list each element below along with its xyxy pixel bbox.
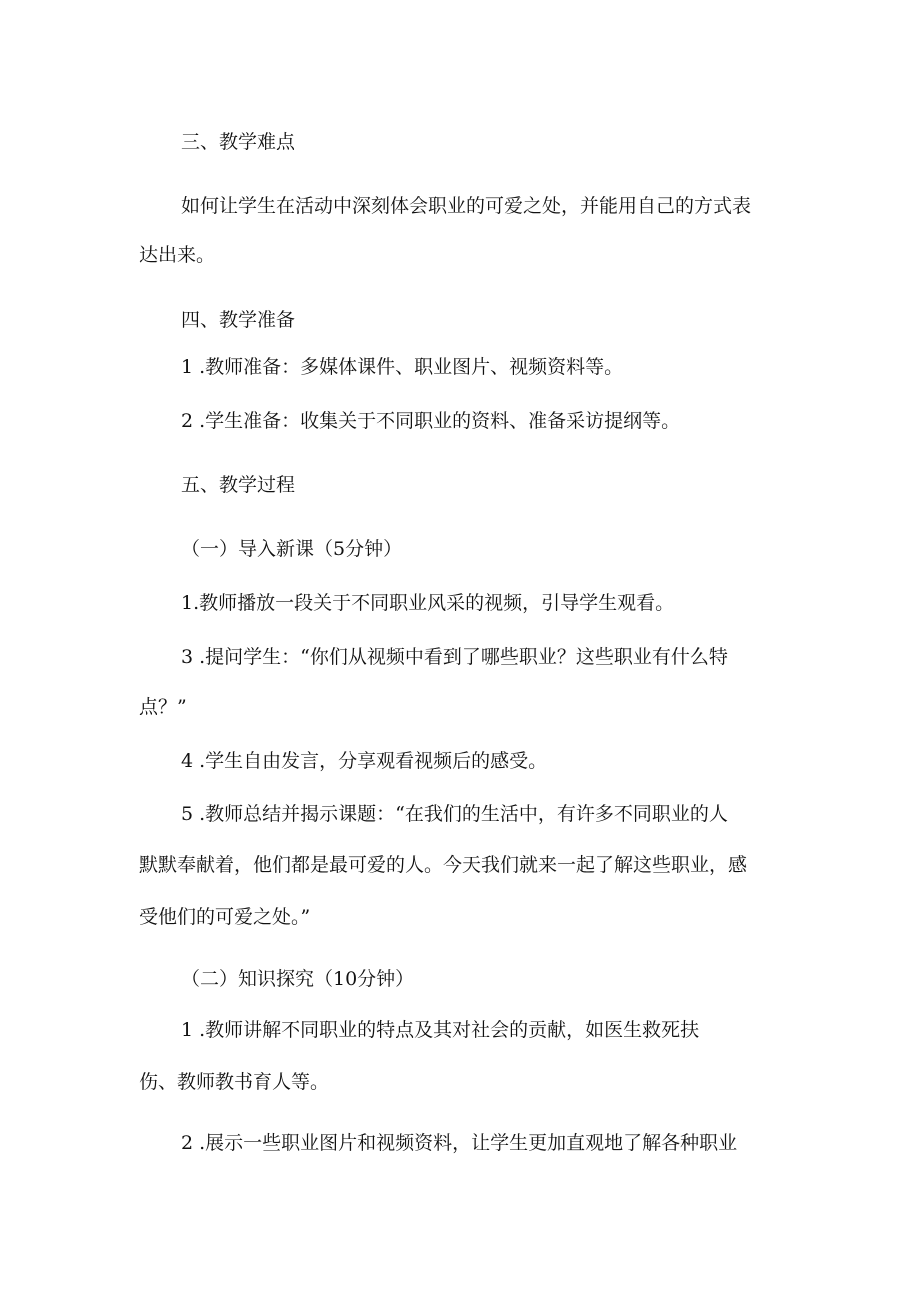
list-item: 1 .教师准备：多媒体课件、职业图片、视频资料等。 xyxy=(181,356,624,378)
paragraph-line: 受他们的可爱之处。” xyxy=(139,906,311,928)
list-item: 1 .教师讲解不同职业的特点及其对社会的贡献，如医生救死扶 xyxy=(181,1019,700,1041)
paragraph-line: 达出来。 xyxy=(139,244,216,266)
paragraph-line: 伤、教师教书育人等。 xyxy=(139,1071,330,1093)
section-heading-difficulties: 三、教学难点 xyxy=(181,131,296,153)
subsection-heading-intro: （一）导入新课（5分钟） xyxy=(181,538,403,560)
paragraph-line: 默默奉献着，他们都是最可爱的人。今天我们就来一起了解这些职业，感 xyxy=(139,854,748,876)
list-item: 2 .学生准备：收集关于不同职业的资料、准备采访提纲等。 xyxy=(181,410,681,432)
paragraph-line: 点？” xyxy=(139,696,187,718)
subsection-heading-knowledge: （二）知识探究（10分钟） xyxy=(181,968,415,990)
section-heading-preparation: 四、教学准备 xyxy=(181,309,296,331)
paragraph-line: 如何让学生在活动中深刻体会职业的可爱之处，并能用自己的方式表 xyxy=(181,195,752,217)
list-item: 5 .教师总结并揭示课题：“在我们的生活中，有许多不同职业的人 xyxy=(181,803,728,825)
list-item: 3 .提问学生：“你们从视频中看到了哪些职业？这些职业有什么特 xyxy=(181,646,728,668)
list-item: 2 .展示一些职业图片和视频资料，让学生更加直观地了解各种职业 xyxy=(181,1132,738,1154)
section-heading-process: 五、教学过程 xyxy=(181,474,296,496)
list-item: 4 .学生自由发言，分享观看视频后的感受。 xyxy=(181,750,548,772)
list-item: 1.教师播放一段关于不同职业风采的视频，引导学生观看。 xyxy=(181,592,675,614)
